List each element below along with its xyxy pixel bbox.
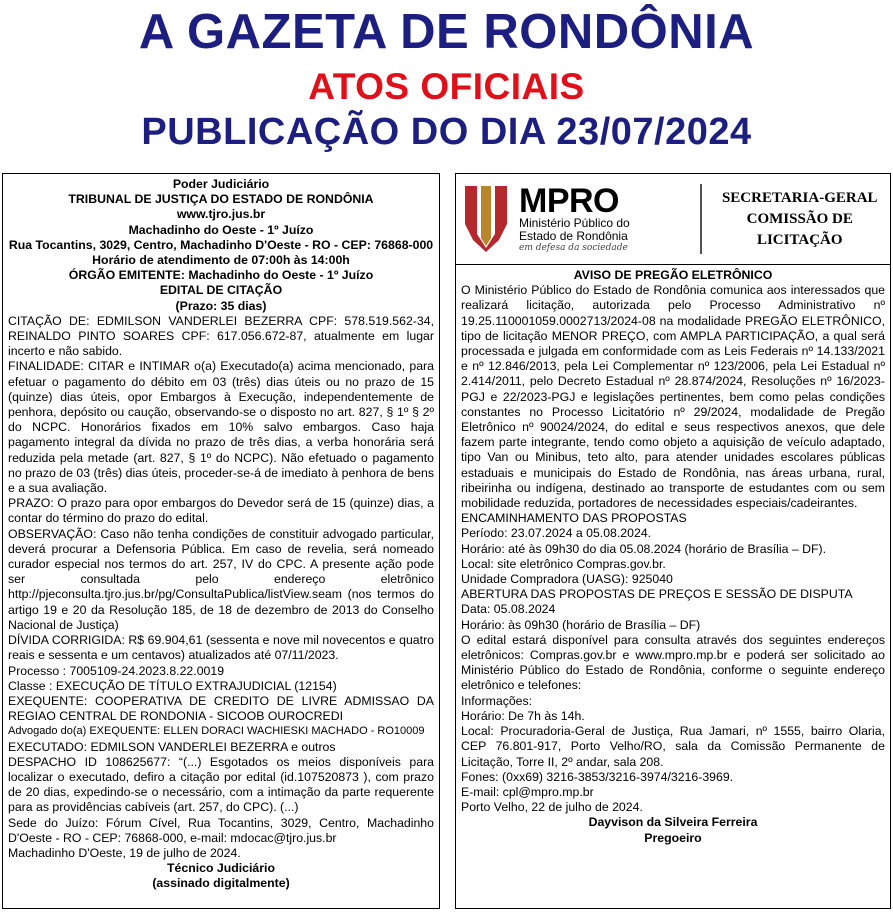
department-name bbox=[710, 188, 891, 251]
signature-note: (assinado digitalmente) bbox=[152, 876, 290, 891]
publication-date: PUBLICAÇÃO DO DIA 23/07/2024 bbox=[141, 111, 752, 153]
mpro-logo-slogan: em defesa da sociedade bbox=[519, 243, 628, 253]
edital-citacao-notice bbox=[2, 173, 440, 909]
notice-line: ABERTURA DAS PROPOSTAS DE PREÇOS E SESSÃO DE DISPUTA bbox=[461, 587, 853, 602]
notice-paragraph: Local: Procuradoria-Geral de Justiça, Rua Jamari, nº 1555, bairro Olaria, CEP 76.801-917, Porto Velho/RO, sala da Comissão Permanente de Licitação, Torre II, 2º andar, sala 208. bbox=[461, 724, 885, 769]
aviso-pregao-notice bbox=[455, 173, 891, 909]
mpro-emblem-icon bbox=[463, 184, 509, 254]
notice-paragraph: O Ministério Público do Estado de Rondônia comunica aos interessados que realizará licitação, autorizada pelo Processo Administrativo nº 19.25.110001059.0002713/2024-08 na modalidade PREGÃO ELETRÔNICO, tipo de licitação MENOR PREÇO, com AMPLA PARTICIPAÇÃO, a qual será processada e julgada em conformidade com as Leis Federais nº 14.133/2021 e nº 12.846/2013, pela Lei Complementar nº 123/2006, pela Lei Estadual nº 2.414/2011, pelo Decreto Estadual nº 28.874/2024, Resoluções nº 16/2023-PGJ e 22/2023-PGJ e legislações pertinentes, bem como pelas condições constantes no Processo Licitatório nº 29/2024, modalidade de Pregão Eletrônico nº 90024/2024, do edital e seus respectivos anexos, que dele fazem parte integrante, tendo como objeto a aquisição de veículo adaptado, tipo Van ou Minibus, teto alto, para atender unidades escolares públicas estaduais e municipais do Estado de Rondônia, nas áreas urbana, rural, ribeirinha ou indígena, destinado ao transporte de estudantes com ou sem mobilidade reduzida, portadores de necessidades especiais/cadeirantes. bbox=[461, 283, 885, 511]
notice-paragraph: O edital estará disponível para consulta através dos seguintes endereços eletrônicos: Compras.gov.br e www.mpro.mp.br e poderá ser solicitado ao Ministério Público do Estado de Rondônia, conforme o seguinte endereço eletrônico e telefones: bbox=[461, 632, 885, 693]
notice-line: Período: 23.07.2024 a 05.08.2024. bbox=[461, 526, 652, 541]
mpro-header bbox=[456, 174, 890, 265]
notice-paragraph: Classe : EXECUÇÃO DE TÍTULO EXTRAJUDICIAL (12154) bbox=[8, 678, 337, 693]
notice-line: Horário: às 09h30 (horário de Brasília – DF) bbox=[461, 617, 701, 632]
notice-paragraph: Machadinho D'Oeste, 19 de julho de 2024. bbox=[8, 845, 241, 860]
notice-heading: Poder Judiciário bbox=[172, 177, 270, 191]
signature-title: Técnico Judiciário bbox=[167, 861, 275, 876]
notice-heading: ÓRGÃO EMITENTE: Machadinho do Oeste - 1º Juízo bbox=[68, 268, 374, 283]
notice-paragraph: CITAÇÃO DE: EDMILSON VANDERLEI BEZERRA CPF: 578.519.562-34, REINALDO PINTO SOARES CPF: 617.056.672-87, atualmente em lugar incerto e não sabido. bbox=[8, 313, 434, 359]
notice-heading: www.tjro.jus.br bbox=[176, 207, 266, 222]
notice-line: Porto Velho, 22 de julho de 2024. bbox=[461, 800, 643, 815]
notice-line: E-mail: cpl@mpro.mp.br bbox=[461, 784, 594, 799]
notice-title: AVISO DE PREGÃO ELETRÔNICO bbox=[573, 268, 773, 282]
notice-paragraph: Processo : 7005109-24.2023.8.22.0019 bbox=[8, 663, 225, 678]
notice-line: ENCAMINHAMENTO DAS PROPOSTAS bbox=[461, 511, 687, 526]
notice-heading: EDITAL DE CITAÇÃO bbox=[159, 283, 283, 298]
masthead-title: A GAZETA DE RONDÔNIA bbox=[138, 5, 755, 59]
section-subtitle: ATOS OFICIAIS bbox=[308, 66, 585, 107]
mpro-logo bbox=[519, 182, 694, 253]
notice-paragraph: DÍVIDA CORRIGIDA: R$ 69.904,61 (sessenta e nove mil novecentos e quatro reais e sessenta e um centavos) atualizados até 07/11/2023. bbox=[8, 633, 434, 663]
notice-heading: Machadinho do Oeste - 1º Juízo bbox=[128, 222, 314, 237]
signature-name: Dayvison da Silveira Ferreira bbox=[588, 815, 758, 830]
notice-line: Informações: bbox=[461, 693, 533, 708]
notice-paragraph: EXECUTADO: EDMILSON VANDERLEI BEZERRA e outros bbox=[8, 739, 336, 754]
mpro-logo-name: MPRO bbox=[519, 182, 619, 220]
notice-line: Unidade Compradora (UASG): 925040 bbox=[461, 572, 673, 587]
notice-line: Fones: (0xx69) 3216-3853/3216-3974/3216-3969. bbox=[461, 769, 734, 784]
notice-paragraph: DESPACHO ID 108625677: “(...) Esgotados os meios disponíveis para localizar o executado, defiro a citação por edital (id.107520873 ), com prazo de 20 dias, expedindo-se o necessário, com a intimação da parte requerente para as providências cabíveis (art. 257, do CPC). (...) bbox=[8, 754, 434, 815]
notice-line: Horário: De 7h às 14h. bbox=[461, 708, 585, 723]
mpro-logo-subtitle: Estado de Rondônia bbox=[519, 229, 628, 243]
notice-paragraph: Sede do Juízo: Fórum Cível, Rua Tocantins, 3029, Centro, Machadinho D'Oeste - RO - CEP: 76868-000, e-mail: mdocac@tjro.jus.br bbox=[8, 815, 434, 845]
department-line: SECRETARIA-GERAL bbox=[721, 189, 878, 206]
notice-paragraph: FINALIDADE: CITAR e INTIMAR o(a) Executado(a) acima mencionado, para efetuar o pagamento do débito em 03 (três) dias úteis ou no prazo de 15 (quinze) dias úteis, opor Embargos à Execução, independentemente de penhora, depósito ou caução, observando-se o disposto no art. 827, § 1º § 2º do NCPC. Honorários fixados em 10% salvo embargos. Caso haja pagamento integral da dívida no prazo de três dias, a verba honorária será reduzida pela metade (art. 827, § 1º do NCPC). Não efetuado o pagamento no prazo de 03 (três) dias úteis, proceder-se-á de imediato à penhora de bens e a sua avaliação. bbox=[8, 359, 434, 496]
notice-line: Horário: até às 09h30 do dia 05.08.2024 (horário de Brasília – DF). bbox=[461, 541, 827, 556]
notice-heading: Horário de atendimento de 07:00h às 14:00h bbox=[92, 253, 350, 268]
notice-line: Data: 05.08.2024 bbox=[461, 602, 556, 617]
notice-paragraph: OBSERVAÇÃO: Caso não tenha condições de constituir advogado particular, deverá procurar a Defensoria Pública. Em caso de revelia, será nomeado curador especial nos termos do art. 257, IV do CPC. A presente ação pode ser consultada pelo endereço eletrônico http://pjeconsulta.tjro.jus.br/pg/ConsultaPublica/listView.seam (nos termos do artigo 19 e 20 da Resolução 185, de 18 de dezembro de 2013 do Conselho Nacional de Justiça) bbox=[8, 526, 434, 632]
notice-paragraph: EXEQUENTE: COOPERATIVA DE CREDITO DE LIVRE ADMISSAO DA REGIAO CENTRAL DE RONDONIA - SICOOB OUROCREDI bbox=[8, 693, 434, 724]
department-line: COMISSÃO DE LICITAÇÃO bbox=[746, 210, 853, 248]
notice-paragraph: Advogado do(a) EXEQUENTE: ELLEN DORACI WACHIESKI MACHADO - RO10009 bbox=[8, 725, 425, 738]
signature-title: Pregoeiro bbox=[644, 830, 702, 845]
notice-heading: Rua Tocantins, 3029, Centro, Machadinho D'Oeste - RO - CEP: 76868-000 bbox=[8, 237, 434, 252]
notice-line: Local: site eletrônico Compras.gov.br. bbox=[461, 556, 666, 571]
mpro-logo-subtitle: Ministério Público do bbox=[519, 216, 630, 230]
notice-heading: (Prazo: 35 dias) bbox=[175, 298, 267, 313]
header-divider bbox=[700, 184, 702, 254]
notice-paragraph: PRAZO: O prazo para opor embargos do Devedor será de 15 (quinze) dias, a contar do término do prazo do edital. bbox=[8, 496, 434, 526]
notice-heading: TRIBUNAL DE JUSTIÇA DO ESTADO DE RONDÔNIA bbox=[68, 192, 374, 207]
